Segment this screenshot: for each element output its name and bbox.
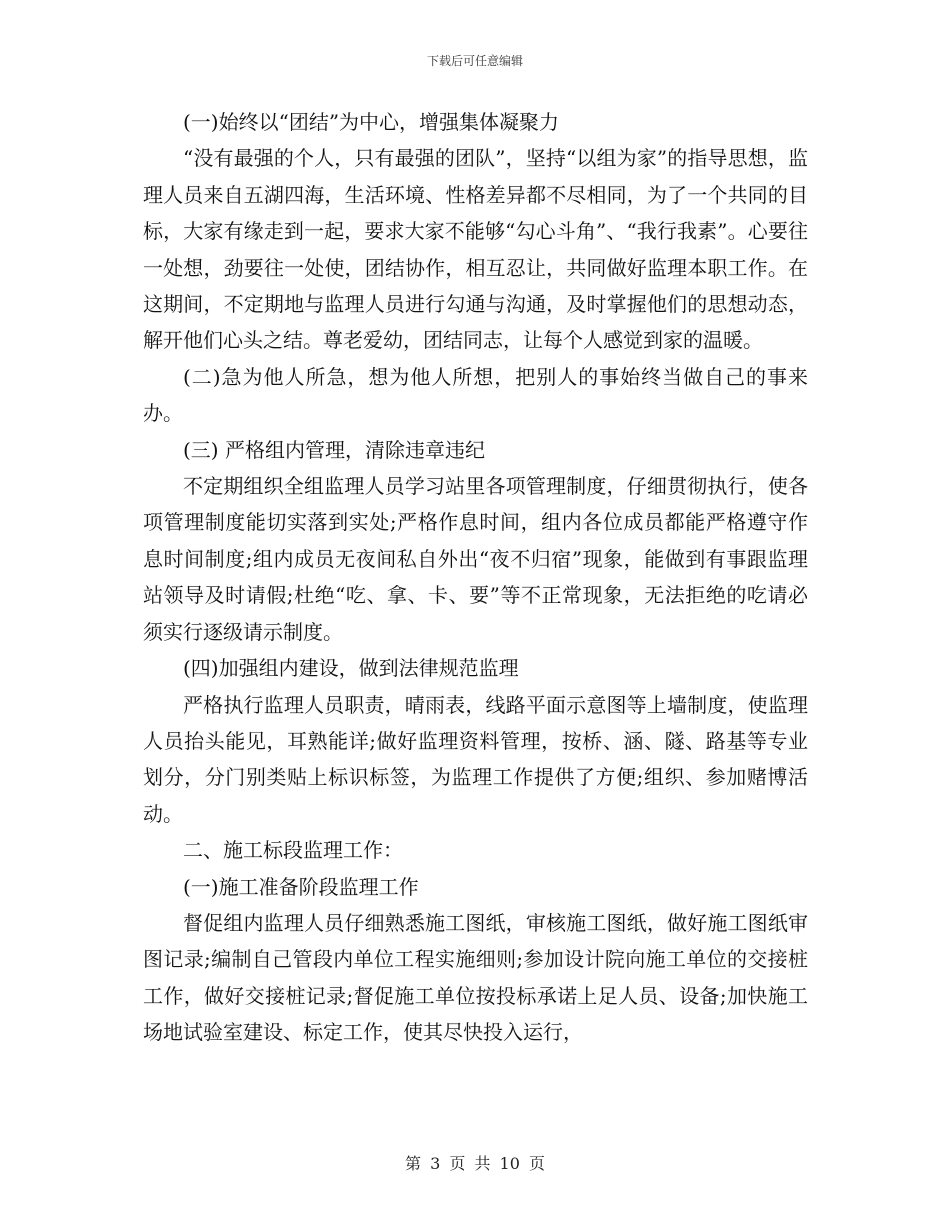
paragraph-supervision-duties: 严格执行监理人员职责，晴雨表，线路平面示意图等上墙制度，使监理人员抬头能见，耳熟能详;做好监理资料管理，按桥、涵、隧、路基等专业划分，分门别类贴上标识标签，为监理工作提供了方便;组织、参加赌博活动。 [143, 692, 808, 826]
section-heading-unity: (一)始终以“团结”为中心，增强集体凝聚力 [183, 110, 560, 134]
document-body [143, 104, 808, 1051]
paragraph-management-rules: 不定期组织全组监理人员学习站里各项管理制度，仔细贯彻执行，使各项管理制度能切实落到实处;严格作息时间，组内各位成员都能严格遵守作息时间制度;组内成员无夜间私自外出“夜不归宿”现象，能做到有事跟监理站领导及时请假;杜绝“吃、拿、卡、要”等不正常现象，无法拒绝的吃请必须实行逐级请示制度。 [143, 474, 808, 644]
paragraph-preparation-work: 督促组内监理人员仔细熟悉施工图纸，审核施工图纸，做好施工图纸审图记录;编制自己管段内单位工程实施细则;参加设计院向施工单位的交接桩工作，做好交接桩记录;督促施工单位按投标承诺上足人员、设备;加快施工场地试验室建设、标定工作，使其尽快投入运行， [143, 910, 808, 1045]
page-number: 第 3 页 共 10 页 [405, 1154, 545, 1173]
page-header-note: 下载后可任意编辑 [426, 54, 523, 68]
section-heading-preparation-stage: (一)施工准备阶段监理工作 [183, 874, 419, 899]
section-heading-legal-supervision: (四)加强组内建设，做到法律规范监理 [183, 656, 519, 681]
section-heading-construction-supervision: 二、施工标段监理工作： [183, 838, 403, 863]
paragraph-team-spirit: “没有最强的个人，只有最强的团队”，坚持“以组为家”的指导思想，监理人员来自五湖四海，生活环境、性格差异都不尽相同，为了一个共同的目标，大家有缘走到一起，要求大家不能够“勾心斗角”、“我行我素”。心要往一处想，劲要往一处使，团结协作，相互忍让，共同做好监理本职工作。在这期间，不定期地与监理人员进行勾通与沟通，及时掌握他们的思想动态，解开他们心头之结。尊老爱幼，团结同志，让每个人感觉到家的温暖。 [143, 146, 808, 353]
section-heading-help-others: (二)急为他人所急，想为他人所想，把别人的事始终当做自己的事来办。 [143, 364, 808, 426]
section-heading-strict-management: (三) 严格组内管理，清除违章违纪 [183, 437, 485, 462]
